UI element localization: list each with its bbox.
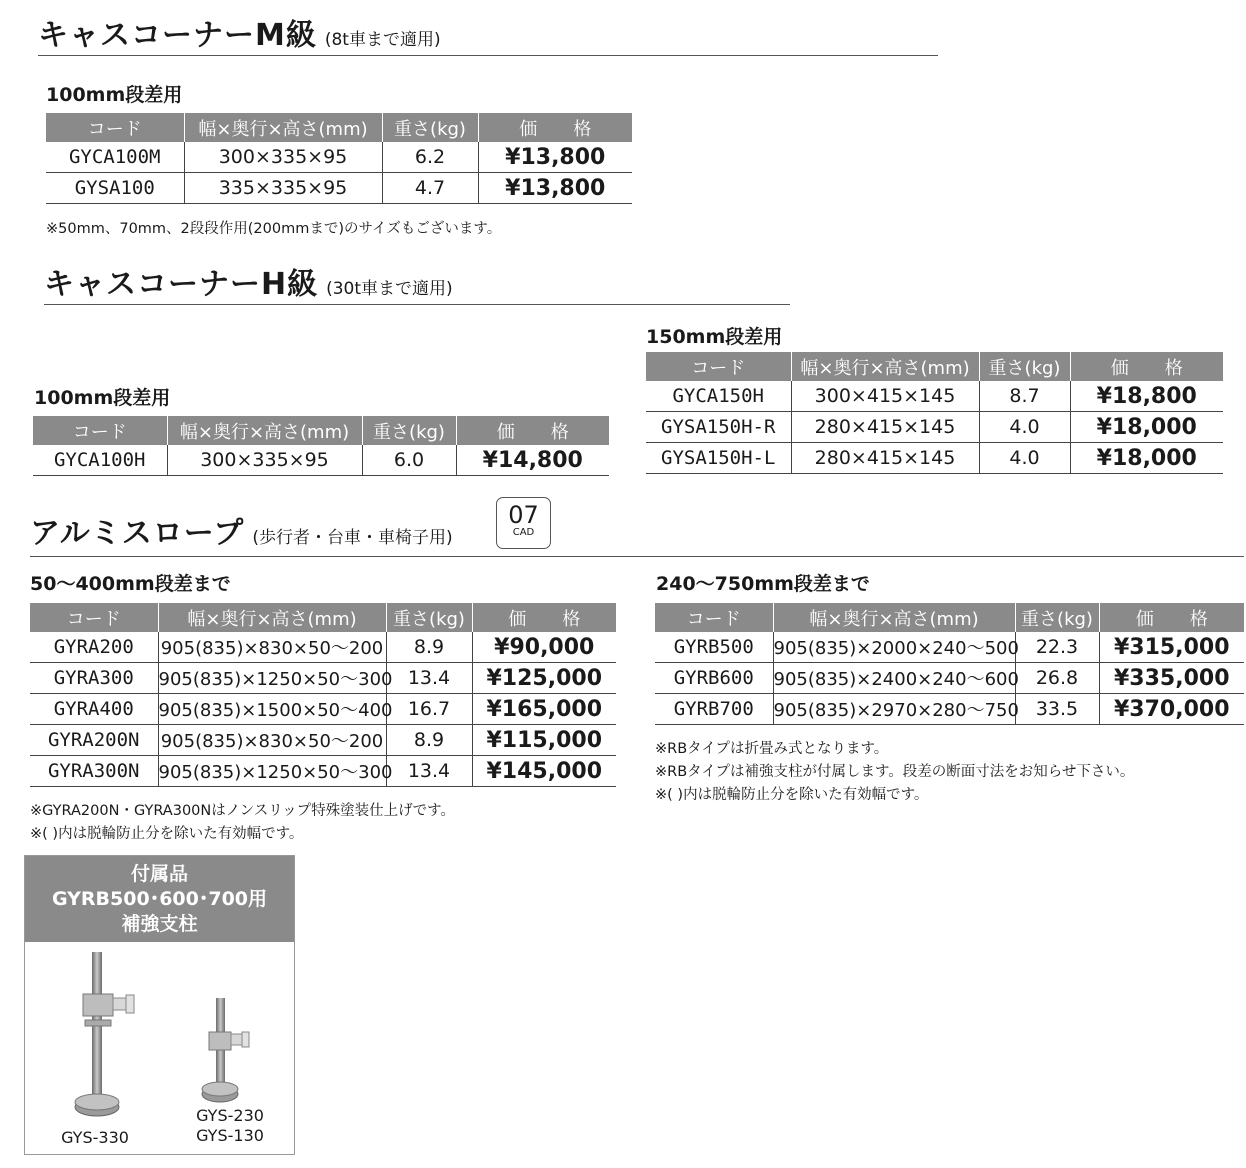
- cad-label: CAD: [512, 527, 535, 538]
- cell-dims: 905(835)×2400×240〜600: [773, 663, 1015, 694]
- col-weight: 重さ(kg): [1015, 603, 1099, 632]
- cell-code: GYSA150H-R: [646, 412, 791, 443]
- cell-code: GYCA150H: [646, 381, 791, 412]
- col-dims: 幅×奥行×高さ(mm): [791, 352, 979, 381]
- cell-weight: 8.9: [386, 632, 472, 663]
- cell-code: GYCA100H: [33, 445, 167, 476]
- table-row: [30, 756, 616, 787]
- table-row: [646, 443, 1223, 474]
- divider: [44, 304, 790, 305]
- section-slope-notes-b: [655, 738, 1134, 807]
- table-row: [30, 663, 616, 694]
- cell-price: ¥14,800: [456, 445, 609, 476]
- table-header: [646, 352, 1223, 381]
- cell-weight: 8.9: [386, 725, 472, 756]
- note-line: ※GYRA200N・GYRA300Nはノンスリップ特殊塗装仕上げです。: [30, 803, 455, 819]
- col-dims: 幅×奥行×高さ(mm): [773, 603, 1015, 632]
- cell-price: ¥13,800: [478, 142, 632, 173]
- accessory-line2: GYRB500･600･700用: [51, 888, 268, 910]
- col-code: コード: [655, 603, 773, 632]
- caption-gys230-130: GYS-230 GYS-130: [196, 1106, 264, 1145]
- cell-weight: 6.2: [382, 142, 478, 173]
- cell-dims: 280×415×145: [791, 443, 979, 474]
- cell-weight: 22.3: [1015, 632, 1099, 663]
- table-row: [30, 725, 616, 756]
- table-row: [30, 632, 616, 663]
- cell-price: ¥125,000: [472, 663, 616, 694]
- cell-price: ¥315,000: [1099, 632, 1244, 663]
- cell-price: ¥370,000: [1099, 694, 1244, 725]
- cell-weight: 8.7: [979, 381, 1070, 412]
- note-line: ※RBタイプは補強支柱が付属します。段差の断面寸法をお知らせ下さい。: [655, 764, 1135, 780]
- cell-price: ¥18,000: [1070, 412, 1223, 443]
- col-weight: 重さ(kg): [979, 352, 1070, 381]
- post-gys330: [75, 952, 134, 1116]
- table-header: [655, 603, 1244, 632]
- cell-dims: 300×335×95: [184, 142, 382, 173]
- col-dims: 幅×奥行×高さ(mm): [184, 113, 382, 142]
- cell-weight: 26.8: [1015, 663, 1099, 694]
- col-weight: 重さ(kg): [382, 113, 478, 142]
- table-h-150: [646, 352, 1223, 474]
- accessory-line3: 補強支柱: [121, 913, 198, 935]
- cell-code: GYSA150H-L: [646, 443, 791, 474]
- cell-weight: 13.4: [386, 663, 472, 694]
- note-line: ※RBタイプは折畳み式となります。: [655, 741, 889, 757]
- table-row: [646, 381, 1223, 412]
- cell-price: ¥13,800: [478, 173, 632, 204]
- cell-weight: 16.7: [386, 694, 472, 725]
- note-line: ※( )内は脱輪防止分を除いた有効幅です。: [655, 787, 929, 803]
- cell-code: GYRA300: [30, 663, 158, 694]
- section-m-heading: 100mm段差用: [46, 84, 183, 106]
- section-m-title: キャスコーナーM級 (8t車まで適用): [38, 18, 441, 53]
- table-row: [33, 445, 609, 476]
- cell-code: GYRA200: [30, 632, 158, 663]
- col-price: 価 格: [1099, 603, 1244, 632]
- cell-code: GYRB700: [655, 694, 773, 725]
- cell-dims: 905(835)×2000×240〜500: [773, 632, 1015, 663]
- cell-code: GYRA300N: [30, 756, 158, 787]
- section-slope-heading-a: 50〜400mm段差まで: [30, 573, 231, 595]
- cell-dims: 335×335×95: [184, 173, 382, 204]
- table-row: [655, 632, 1244, 663]
- cell-dims: 905(835)×1250×50〜300: [158, 663, 386, 694]
- section-h-title: キャスコーナーH級 (30t車まで適用): [44, 267, 453, 302]
- accessory-line1: 付属品: [130, 863, 188, 885]
- divider: [38, 55, 938, 56]
- col-price: 価 格: [472, 603, 616, 632]
- table-h-100: [33, 416, 609, 476]
- table-header: [33, 416, 609, 445]
- table-row: [46, 142, 632, 173]
- section-h-heading-150: 150mm段差用: [646, 326, 783, 348]
- col-price: 価 格: [456, 416, 609, 445]
- post-gys230: [202, 998, 249, 1102]
- cell-price: ¥145,000: [472, 756, 616, 787]
- cell-weight: 33.5: [1015, 694, 1099, 725]
- cell-code: GYCA100M: [46, 142, 184, 173]
- col-price: 価 格: [1070, 352, 1223, 381]
- cell-dims: 905(835)×1250×50〜300: [158, 756, 386, 787]
- cell-dims: 905(835)×2970×280〜750: [773, 694, 1015, 725]
- cell-price: ¥18,000: [1070, 443, 1223, 474]
- caption-gys330: GYS-330: [61, 1128, 129, 1147]
- cell-code: GYRA400: [30, 694, 158, 725]
- table-slope-b: [655, 603, 1244, 725]
- table-row: [655, 663, 1244, 694]
- divider: [30, 556, 1244, 557]
- col-code: コード: [46, 113, 184, 142]
- cell-dims: 905(835)×830×50〜200: [158, 725, 386, 756]
- cell-weight: 4.7: [382, 173, 478, 204]
- cell-price: ¥18,800: [1070, 381, 1223, 412]
- table-header: [30, 603, 616, 632]
- table-m-100: [46, 113, 632, 204]
- section-m-note: ※50mm、70mm、2段段作用(200mmまで)のサイズもございます。: [46, 221, 502, 237]
- section-slope-notes-a: [30, 800, 455, 846]
- col-code: コード: [30, 603, 158, 632]
- cell-code: GYRB500: [655, 632, 773, 663]
- section-h-heading-100: 100mm段差用: [34, 387, 171, 409]
- cell-dims: 280×415×145: [791, 412, 979, 443]
- table-header: [46, 113, 632, 142]
- section-slope-heading-b: 240〜750mm段差まで: [656, 573, 870, 595]
- cell-price: ¥335,000: [1099, 663, 1244, 694]
- table-row: [655, 694, 1244, 725]
- note-line: ※( )内は脱輪防止分を除いた有効幅です。: [30, 826, 304, 842]
- cell-code: GYRB600: [655, 663, 773, 694]
- col-dims: 幅×奥行×高さ(mm): [167, 416, 362, 445]
- col-weight: 重さ(kg): [362, 416, 456, 445]
- cell-code: GYRA200N: [30, 725, 158, 756]
- cell-price: ¥165,000: [472, 694, 616, 725]
- cell-code: GYSA100: [46, 173, 184, 204]
- col-code: コード: [33, 416, 167, 445]
- cell-weight: 13.4: [386, 756, 472, 787]
- cell-weight: 6.0: [362, 445, 456, 476]
- col-price: 価 格: [478, 113, 632, 142]
- col-dims: 幅×奥行×高さ(mm): [158, 603, 386, 632]
- cell-dims: 300×415×145: [791, 381, 979, 412]
- cell-weight: 4.0: [979, 443, 1070, 474]
- table-slope-a: [30, 603, 616, 787]
- section-slope-title: アルミスロープ (歩行者・台車・車椅子用): [30, 516, 453, 551]
- table-row: [646, 412, 1223, 443]
- cad-badge: [496, 497, 551, 549]
- accessory-box: [24, 855, 295, 1155]
- cell-weight: 4.0: [979, 412, 1070, 443]
- table-row: [30, 694, 616, 725]
- col-weight: 重さ(kg): [386, 603, 472, 632]
- col-code: コード: [646, 352, 791, 381]
- accessory-header: [25, 856, 294, 942]
- cell-dims: 905(835)×1500×50〜400: [158, 694, 386, 725]
- cell-price: ¥90,000: [472, 632, 616, 663]
- cad-number: 07: [508, 501, 539, 529]
- cell-dims: 905(835)×830×50〜200: [158, 632, 386, 663]
- cell-dims: 300×335×95: [167, 445, 362, 476]
- table-row: [46, 173, 632, 204]
- cell-price: ¥115,000: [472, 725, 616, 756]
